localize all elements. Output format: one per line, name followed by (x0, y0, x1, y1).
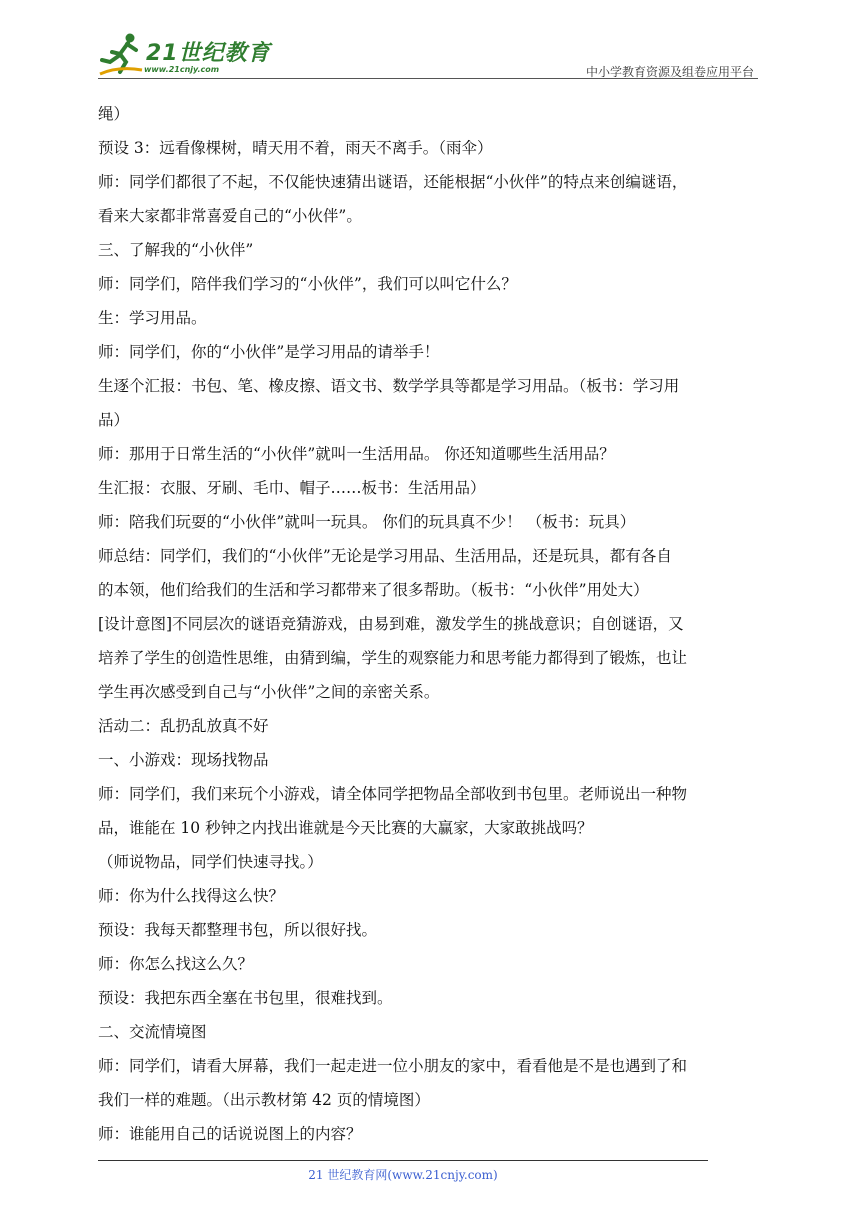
activity-heading: 活动二：乱扔乱放真不好 (98, 717, 269, 735)
header-divider (98, 78, 758, 79)
text-line: 师：谁能用自己的话说说图上的内容？ (98, 1125, 362, 1143)
text-line: 师：你为什么找得这么快？ (98, 887, 285, 905)
header-tagline: 中小学教育资源及组卷应用平台 (585, 65, 754, 79)
text-line: 学生再次感受到自己与“小伙伴”之间的亲密关系。 (98, 683, 440, 701)
text-line: 品） (98, 411, 130, 429)
text-line: 师：你怎么找这么久？ (98, 955, 254, 973)
text-line: 预设：我把东西全塞在书包里，很难找到。 (98, 989, 393, 1007)
text-line: 的本领，他们给我们的生活和学习都带来了很多帮助。（板书：“小伙伴”用处大） (98, 581, 649, 599)
logo-brand-text: 21世纪教育 (146, 41, 271, 66)
text-line: 预设：我每天都整理书包，所以很好找。 (98, 921, 378, 939)
text-line: 师：同学们，我们来玩个小游戏，请全体同学把物品全部收到书包里。老师说出一种物 (98, 785, 688, 803)
site-logo (98, 30, 271, 78)
text-line: 我们一样的难题。（出示教材第 42 页的情境图） (98, 1091, 430, 1109)
text-line: 生逐个汇报：书包、笔、橡皮擦、语文书、数学学具等都是学习用品。（板书：学习用 (98, 377, 680, 395)
footer-divider (98, 1160, 708, 1161)
section-heading: 三、了解我的“小伙伴” (98, 241, 254, 259)
text-line: [设计意图]不同层次的谜语竞猜游戏，由易到难，激发学生的挑战意识；自创谜语，又 (98, 615, 684, 633)
text-line: 培养了学生的创造性思维，由猜到编，学生的观察能力和思考能力都得到了锻炼，也让 (98, 649, 688, 667)
section-heading: 一、小游戏：现场找物品 (98, 751, 269, 769)
page-footer[interactable]: 21 世纪教育网(www.21cnjy.com) (308, 1168, 498, 1182)
text-line: （师说物品，同学们快速寻找。） (98, 853, 323, 871)
text-line: 师：那用于日常生活的“小伙伴”就叫一生活用品。 你还知道哪些生活用品？ (98, 445, 615, 463)
running-figure-icon (98, 30, 148, 78)
text-line: 师：同学们，请看大屏幕，我们一起走进一位小朋友的家中，看看他是不是也遇到了和 (98, 1057, 688, 1075)
text-line: 师总结：同学们，我们的“小伙伴”无论是学习用品、生活用品，还是玩具，都有各自 (98, 547, 672, 565)
text-line: 生：学习用品。 (98, 309, 207, 327)
page-header (98, 30, 758, 80)
text-line: 师：同学们都很了不起，不仅能快速猜出谜语，还能根据“小伙伴”的特点来创编谜语， (98, 173, 688, 191)
text-line: 预设 3：远看像棵树，晴天用不着，雨天不离手。（雨伞） (98, 139, 493, 157)
text-line: 师：同学们，你的“小伙伴”是学习用品的请举手！ (98, 343, 440, 361)
logo-url-text: www.21cnjy.com (144, 65, 220, 74)
text-line: 绳） (98, 105, 130, 123)
text-line: 师：同学们，陪伴我们学习的“小伙伴”，我们可以叫它什么？ (98, 275, 517, 293)
section-heading: 二、交流情境图 (98, 1023, 207, 1041)
text-line: 看来大家都非常喜爱自己的“小伙伴”。 (98, 207, 362, 225)
text-line: 品，谁能在 10 秒钟之内找出谁就是今天比赛的大赢家，大家敢挑战吗？ (98, 819, 593, 837)
document-body (98, 97, 760, 1151)
text-line: 生汇报：衣服、牙刷、毛巾、帽子……板书：生活用品） (98, 479, 486, 497)
text-line: 师：陪我们玩耍的“小伙伴”就叫一玩具。 你们的玩具真不少！ （板书：玩具） (98, 513, 636, 531)
